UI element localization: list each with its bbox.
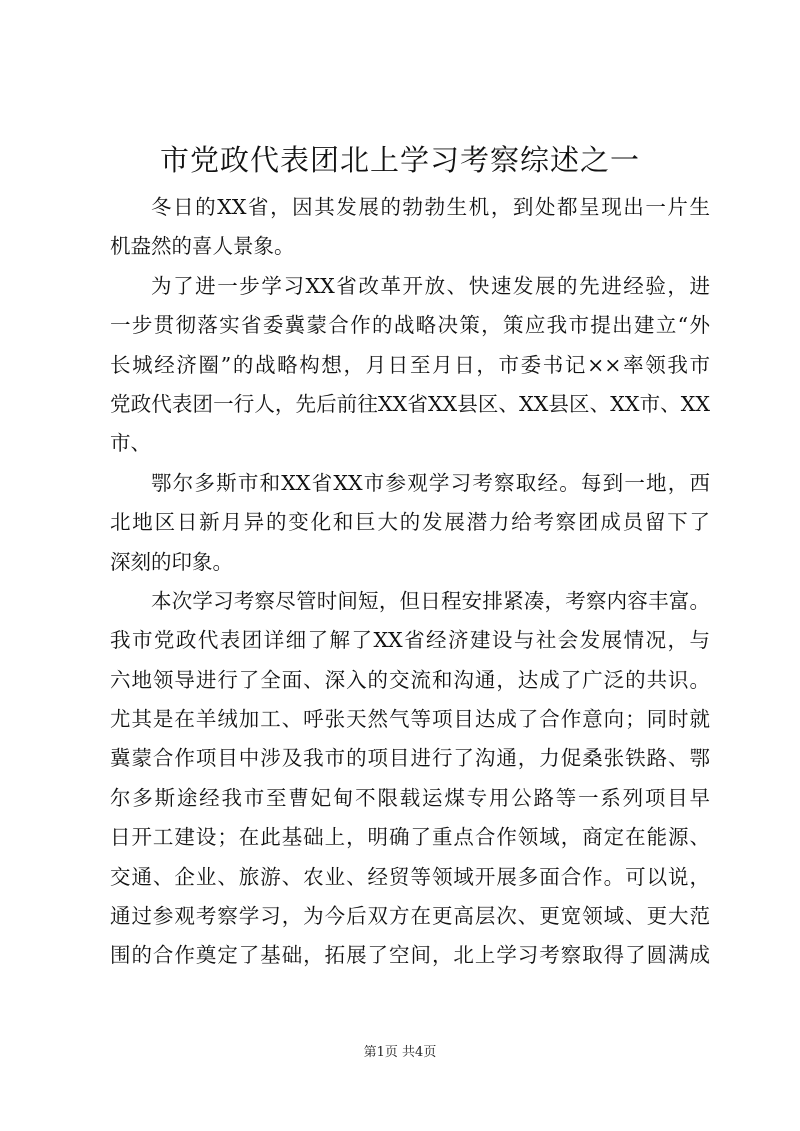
document-body (110, 188, 710, 976)
text-line: 六地领导进行了全面、深入的交流和沟通，达成了广泛的共识。 (110, 667, 710, 692)
text-line: 党政代表团一行人，先后前往XX省XX县区、XX县区、XX市、XX (110, 391, 710, 416)
text-line: 鄂尔多斯市和XX省XX市参观学习考察取经。每到一地，西 (151, 470, 710, 495)
text-line: 北地区日新月异的变化和巨大的发展潜力给考察团成员留下了 (110, 510, 710, 535)
text-line: 机盎然的喜人景象。 (110, 234, 295, 259)
text-line: 尤其是在羊绒加工、呼张天然气等项目达成了合作意向；同时就 (110, 707, 710, 732)
text-line: 本次学习考察尽管时间短，但日程安排紧凑，考察内容丰富。 (151, 588, 710, 613)
document-title: 市党政代表团北上学习考察综述之一 (159, 143, 640, 177)
text-line: 交通、企业、旅游、农业、经贸等领域开展多面合作。可以说， (110, 864, 710, 889)
page-footer: 第1页 共4页 (363, 1045, 437, 1060)
text-line: 为了进一步学习XX省改革开放、快速发展的先进经验，进 (151, 273, 710, 298)
text-line: 日开工建设；在此基础上，明确了重点合作领域，商定在能源、 (110, 825, 710, 850)
text-line: 冀蒙合作项目中涉及我市的项目进行了沟通，力促桑张铁路、鄂 (110, 746, 710, 771)
text-line: 冬日的XX省，因其发展的勃勃生机，到处都呈现出一片生 (151, 195, 710, 219)
text-line: 通过参观考察学习，为今后双方在更高层次、更宽领域、更大范 (110, 904, 710, 929)
text-line: 深刻的印象。 (110, 549, 233, 574)
text-line: 市、 (110, 431, 151, 456)
text-line: 围的合作奠定了基础，拓展了空间，北上学习考察取得了圆满成 (110, 943, 710, 968)
text-line: 一步贯彻落实省委冀蒙合作的战略决策，策应我市提出建立“外 (110, 313, 710, 338)
text-line: 尔多斯途经我市至曹妃甸不限载运煤专用公路等一系列项目早 (110, 785, 710, 810)
text-line: 长城经济圈”的战略构想，月日至月日，市委书记××率领我市 (110, 352, 710, 377)
text-line: 我市党政代表团详细了解了XX省经济建设与社会发展情况，与 (110, 628, 710, 653)
